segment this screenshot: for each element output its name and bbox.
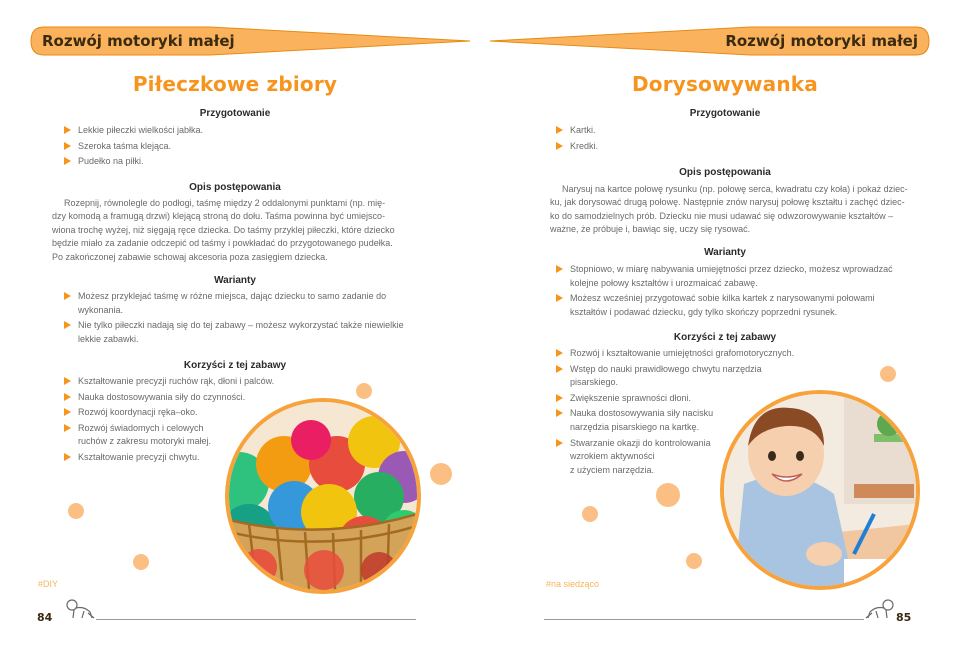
- list-item: [556, 124, 896, 138]
- decor-dot: [430, 463, 452, 485]
- paragraph-line: ku, jak dorysować drugą połowę. Następnie znów narysuj połowę kształtu i zachęć dziec-: [550, 197, 905, 208]
- list-item: [64, 319, 416, 346]
- bullet-triangle-icon: [64, 126, 71, 134]
- right-page: [480, 0, 960, 653]
- list-item-text: ruchów z zakresu motoryki małej.: [78, 436, 212, 447]
- list-item-text: Stwarzanie okazji do kontrolowania: [570, 437, 711, 448]
- crawling-baby-icon: [864, 598, 896, 624]
- decor-dot: [356, 383, 372, 399]
- list-item-text: Kartki.: [570, 125, 596, 135]
- prep-list-left: [64, 124, 404, 171]
- list-item: [64, 155, 404, 169]
- list-item-text: Nauka dostosowywania siły do czynności.: [78, 391, 246, 402]
- list-item-text: Lekkie piłeczki wielkości jabłka.: [78, 125, 204, 135]
- list-item-text: Możesz przyklejać taśmę w różne miejsca, dając dziecku to samo zadanie do: [78, 291, 387, 301]
- list-item-text: Kształtowanie precyzji chwytu.: [78, 451, 200, 462]
- bullet-triangle-icon: [64, 321, 71, 329]
- list-item-text: Nie tylko piłeczki nadają się do tej zabawy – możesz wykorzystać także niewielkie: [78, 320, 404, 331]
- prep-list-right: [556, 124, 896, 155]
- list-item-text: wykonania.: [78, 304, 124, 315]
- bullet-triangle-icon: [64, 377, 71, 385]
- list-item: [64, 140, 404, 154]
- page-number-left: 84: [37, 611, 53, 624]
- list-item-text: kształtów i podawać dziecku, gdy tylko skończy poprzedni rysunek.: [570, 306, 838, 317]
- paragraph-line: Rozepnij, równolegle do podłogi, taśmę między 2 oddalonymi punktami (np. mię-: [64, 198, 386, 208]
- decor-dot: [133, 554, 149, 570]
- footer-rule-right: [544, 619, 864, 620]
- bullet-triangle-icon: [64, 453, 71, 461]
- variants-heading-left: Warianty: [214, 275, 256, 286]
- running-header-right: [490, 26, 930, 56]
- page-number-right: 85: [896, 611, 912, 624]
- bullet-triangle-icon: [556, 142, 563, 150]
- list-item-text: Wstęp do nauki prawidłowego chwytu narzędzia pisarskiego.: [570, 363, 762, 388]
- header-title-left: Rozwój motoryki małej: [42, 32, 235, 50]
- decor-dot: [656, 483, 680, 507]
- decor-dot: [582, 506, 598, 522]
- list-item: [64, 290, 416, 317]
- list-item-text: Rozwój i kształtowanie umiejętności grafomotorycznych.: [570, 348, 795, 358]
- paragraph-line: dzy komodą a framugą drzwi) klejącą stroną do dołu. Taśma powinna być umiejsco-: [52, 211, 385, 222]
- decor-dot: [68, 503, 84, 519]
- paragraph-line: ko do samodzielnych prób. Dziecku nie musi udawać się odwzorowywanie kształtów –: [550, 210, 894, 221]
- list-item: [64, 391, 294, 405]
- list-item-text: Rozwój koordynacji ręka–oko.: [78, 407, 198, 418]
- list-item-text: Kształtowanie precyzji ruchów rąk, dłoni i palców.: [78, 376, 275, 386]
- bullet-triangle-icon: [64, 157, 71, 165]
- procedure-text-left: [52, 197, 416, 264]
- benefits-heading-right: Korzyści z tej zabawy: [673, 332, 777, 343]
- bullet-triangle-icon: [556, 394, 563, 402]
- bullet-triangle-icon: [64, 292, 71, 300]
- list-item-text: Możesz wcześniej przygotować sobie kilka kartek z narysowanymi połowami: [570, 293, 875, 304]
- bullet-triangle-icon: [64, 142, 71, 150]
- list-item-text: wzrokiem aktywności: [570, 451, 655, 462]
- crawling-baby-icon: [64, 598, 96, 624]
- paragraph-line: będzie miało za zadanie odczepić od taśmy i powkładać do przygotowanego pudełka.: [52, 238, 393, 249]
- list-item-text: narzędzia pisarskiego na kartkę.: [570, 421, 700, 432]
- page-title-left: Piłeczkowe zbiory: [132, 72, 338, 96]
- list-item-text: Stopniowo, w miarę nabywania umiejętności przez dziecko, możesz wprowadzać: [570, 264, 893, 274]
- category-tag-right: #na siedząco: [546, 579, 600, 589]
- bullet-triangle-icon: [556, 265, 563, 273]
- running-header-left: [30, 26, 470, 56]
- bullet-triangle-icon: [556, 439, 563, 447]
- prep-heading-left: Przygotowanie: [199, 108, 271, 119]
- variants-list-left: [64, 290, 416, 348]
- list-item-text: Pudełko na piłki.: [78, 156, 144, 167]
- bullet-triangle-icon: [556, 409, 563, 417]
- photo-ball-pit: [225, 398, 421, 594]
- ball-pit-illustration: [229, 402, 417, 590]
- procedure-text-right: [550, 183, 912, 237]
- bullet-triangle-icon: [556, 294, 563, 302]
- bullet-triangle-icon: [64, 393, 71, 401]
- list-item-text: lekkie zabawki.: [78, 333, 139, 344]
- bullet-triangle-icon: [556, 126, 563, 134]
- list-item: [556, 363, 806, 390]
- variants-heading-right: Warianty: [704, 247, 746, 258]
- variants-list-right: [556, 263, 912, 321]
- paragraph-line: ważne, że próbuje i, bawiąc się, uczy się rysować.: [550, 224, 751, 235]
- list-item: [556, 140, 896, 154]
- header-title-right: Rozwój motoryki małej: [725, 32, 918, 50]
- list-item: [556, 263, 912, 290]
- list-item-text: kolejne połowy kształtów i urozmaicać zabawę.: [570, 277, 758, 288]
- bullet-triangle-icon: [64, 408, 71, 416]
- benefits-heading-left: Korzyści z tej zabawy: [183, 360, 287, 371]
- bullet-triangle-icon: [556, 365, 563, 373]
- child-drawing-illustration: [724, 394, 916, 586]
- paragraph-line: Po zakończonej zabawie schowaj akcesoria poza zasięgiem dziecka.: [52, 251, 328, 262]
- list-item-text: Szeroka taśma klejąca.: [78, 140, 172, 151]
- decor-dot: [686, 553, 702, 569]
- list-item-text: Rozwój świadomych i celowych: [78, 422, 204, 433]
- page-title-right: Dorysowywanka: [631, 72, 818, 96]
- paragraph-line: wiona trochę wyżej, niż sięgają ręce dziecka. Do taśmy przyklej piłeczki, które dziecko: [52, 224, 395, 235]
- list-item-text: Kredki.: [570, 140, 599, 151]
- category-tag-left: #DIY: [38, 579, 59, 589]
- footer-rule-left: [96, 619, 416, 620]
- bullet-triangle-icon: [64, 424, 71, 432]
- list-item: [64, 406, 294, 420]
- list-item-text: Zwiększenie sprawności dłoni.: [570, 392, 692, 403]
- procedure-heading-left: Opis postępowania: [189, 182, 281, 193]
- paragraph-line: Narysuj na kartce połowę rysunku (np. połowę serca, kwadratu czy koła) i pokaż dziec-: [562, 184, 908, 194]
- list-item-text: Nauka dostosowywania siły nacisku: [570, 408, 714, 419]
- list-item: [556, 347, 806, 361]
- procedure-heading-right: Opis postępowania: [679, 167, 771, 178]
- decor-dot: [880, 366, 896, 382]
- list-item: [64, 375, 294, 389]
- prep-heading-right: Przygotowanie: [689, 108, 761, 119]
- list-item: [556, 292, 912, 319]
- list-item: [64, 124, 404, 138]
- list-item-text: z użyciem narzędzia.: [570, 464, 655, 475]
- bullet-triangle-icon: [556, 349, 563, 357]
- photo-child-drawing: [720, 390, 920, 590]
